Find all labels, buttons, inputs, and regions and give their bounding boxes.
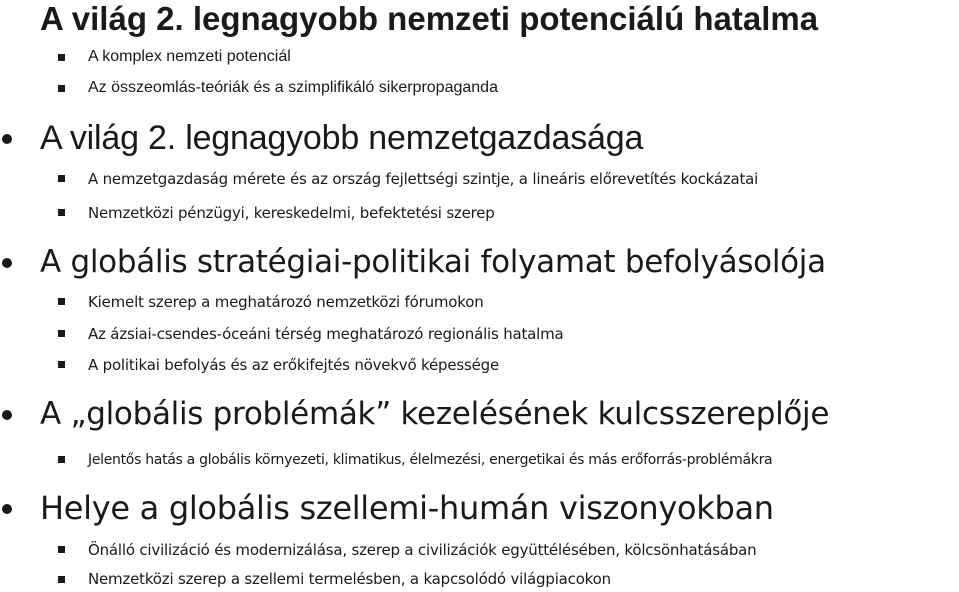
bullet-dot xyxy=(2,258,12,268)
section-item: A nemzetgazdaság mérete és az ország fejlettségi szintje, a lineáris előrevetítés kockázatai xyxy=(88,170,759,188)
section-item: Kiemelt szerep a meghatározó nemzetközi fórumokon xyxy=(88,293,484,311)
section-item: Nemzetközi pénzügyi, kereskedelmi, befektetési szerep xyxy=(88,204,495,222)
title-subitem: Az összeomlás-teóriák és a szimplifikáló sikerpropaganda xyxy=(88,79,498,96)
bullet-square xyxy=(58,54,65,61)
section-heading: A globális stratégiai-politikai folyamat befolyásolója xyxy=(40,244,826,280)
section-heading: A világ 2. legnagyobb nemzetgazdasága xyxy=(40,119,644,157)
bullet-dot xyxy=(2,134,12,144)
bullet-dot xyxy=(2,504,12,514)
bullet-square xyxy=(58,175,65,182)
bullet-square xyxy=(58,456,65,463)
bullet-square xyxy=(58,361,65,368)
bullet-square xyxy=(58,546,65,553)
bullet-square xyxy=(58,298,65,305)
section-item: Az ázsiai-csendes-óceáni térség meghatározó regionális hatalma xyxy=(88,325,564,343)
bullet-square xyxy=(58,330,65,337)
section-item: Jelentős hatás a globális környezeti, klimatikus, élelmezési, energetikai és más erőforrás-problémákra xyxy=(88,452,773,468)
bullet-square xyxy=(58,85,65,92)
bullet-square xyxy=(58,576,65,583)
title-subitem: A komplex nemzeti potenciál xyxy=(88,48,291,65)
section-item: Nemzetközi szerep a szellemi termelésben, a kapcsolódó világpiacokon xyxy=(88,570,611,588)
section-heading: Helye a globális szellemi-humán viszonyokban xyxy=(40,489,774,527)
bullet-square xyxy=(58,209,65,216)
section-item: Önálló civilizáció és modernizálása, szerep a civilizációk együttélésében, kölcsönhatásában xyxy=(88,541,757,559)
bullet-dot xyxy=(2,410,12,420)
section-item: A politikai befolyás és az erőkifejtés növekvő képessége xyxy=(88,356,499,374)
slide-title: A világ 2. legnagyobb nemzeti potenciálú hatalma xyxy=(40,0,819,37)
section-heading: A „globális problémák” kezelésének kulcsszereplője xyxy=(40,396,830,432)
